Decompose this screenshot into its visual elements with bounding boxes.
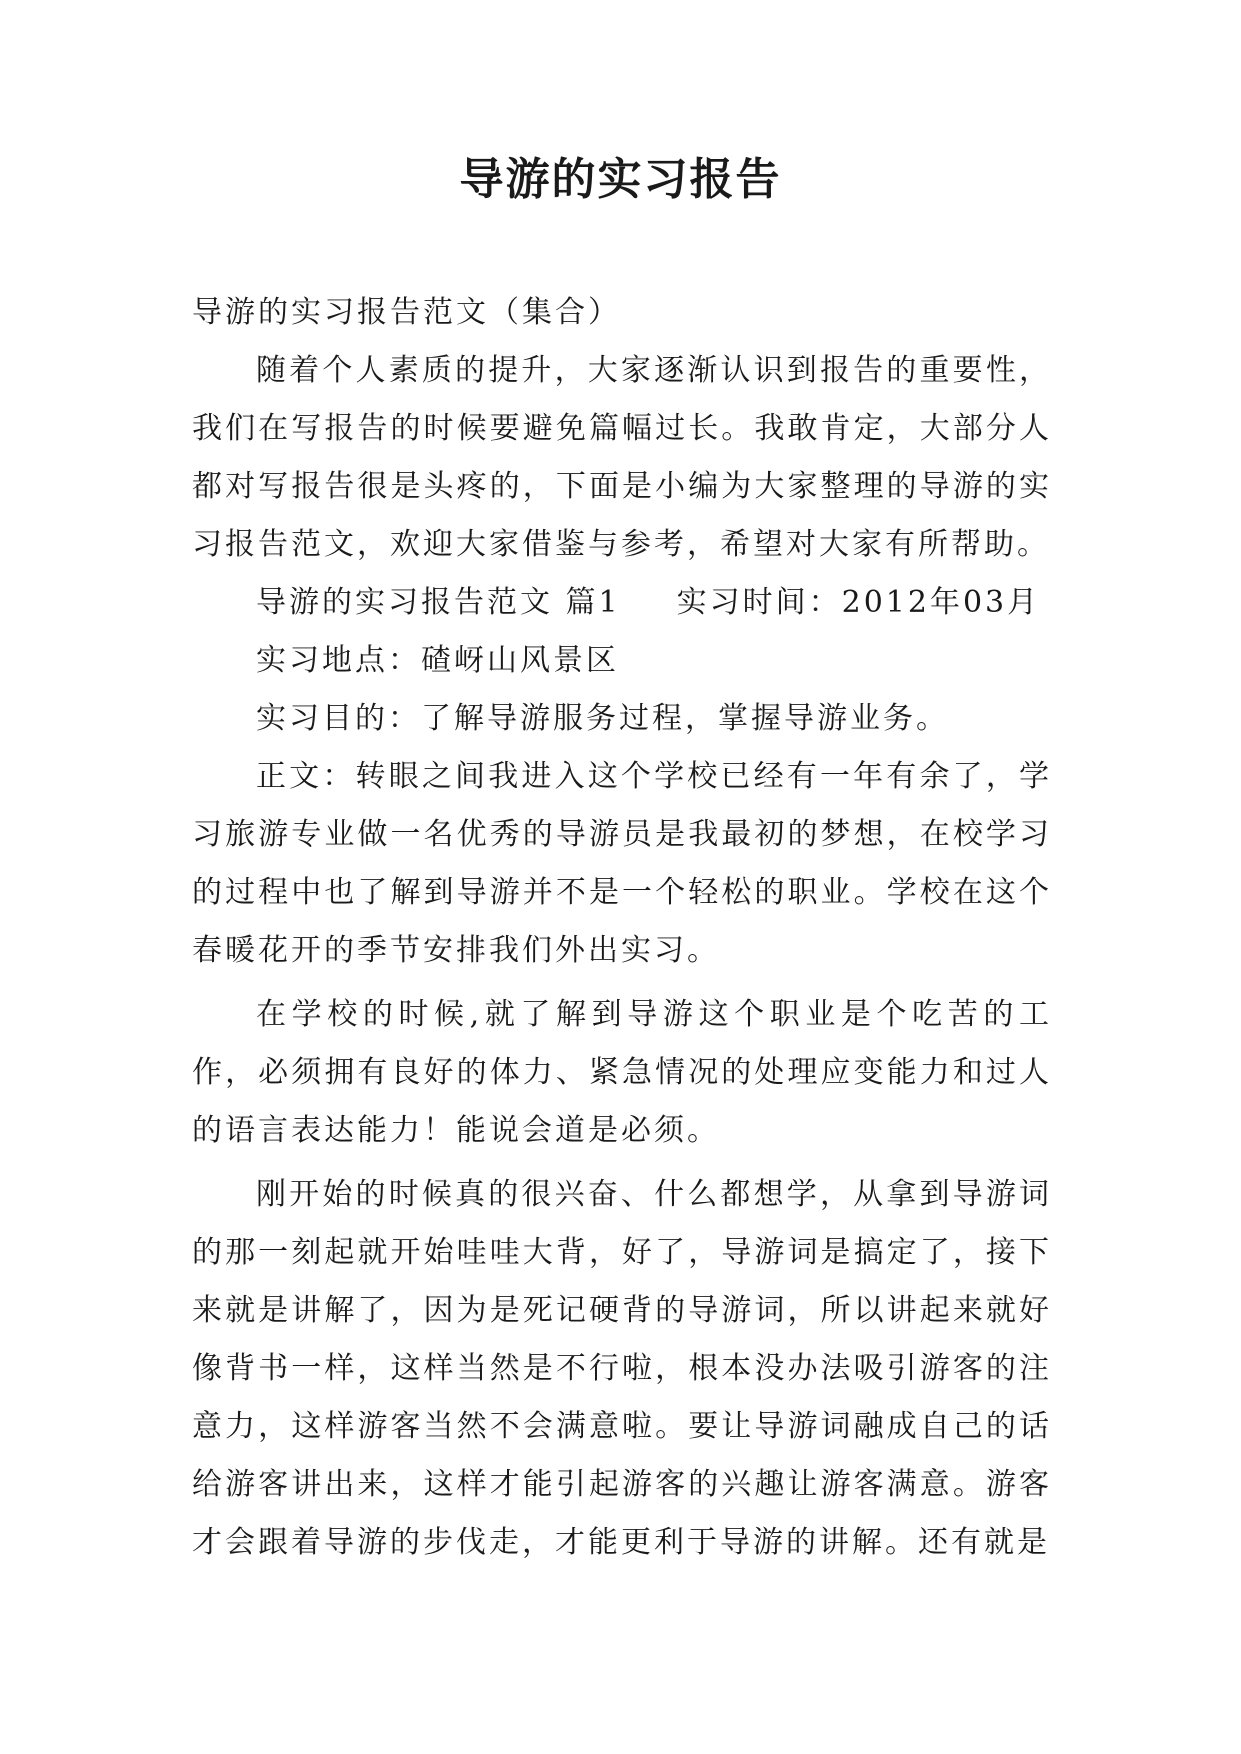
section-heading: 导游的实习报告范文 篇1 [256, 585, 621, 620]
internship-time: 实习时间：2012年03月 [676, 585, 1041, 620]
main-paragraph: 正文：转眼之间我进入这个学校已经有一年有余了，学习旅游专业做一名优秀的导游员是我最初的梦想，在校学习的过程中也了解到导游并不是一个轻松的职业。学校在这个春暖花开的季节安排我们外出实习。 [192, 759, 1052, 968]
intro-paragraph: 随着个人素质的提升，大家逐渐认识到报告的重要性，我们在写报告的时候要避免篇幅过长。我敢肯定，大部分人都对写报告很是头疼的，下面是小编为大家整理的导游的实习报告范文，欢迎大家借鉴与参考，希望对大家有所帮助。 [192, 353, 1052, 562]
document-title: 导游的实习报告 [459, 154, 782, 205]
internship-place: 实习地点：碴岈山风景区 [256, 643, 619, 678]
document-body [192, 284, 1052, 1572]
start-paragraph: 刚开始的时候真的很兴奋、什么都想学，从拿到导游词的那一刻起就开始哇哇大背，好了，导游词是搞定了，接下来就是讲解了，因为是死记硬背的导游词，所以讲起来就好像背书一样，这样当然是不行啦，根本没办法吸引游客的注意力，这样游客当然不会满意啦。要让导游词融成自己的话给游客讲出来，这样才能引起游客的兴趣让游客满意。游客才会跟着导游的步伐走，才能更利于导游的讲解。还有就是 [192, 1177, 1052, 1560]
section-heading-line [192, 574, 1052, 632]
school-paragraph: 在学校的时候,就了解到导游这个职业是个吃苦的工作，必须拥有良好的体力、紧急情况的处理应变能力和过人的语言表达能力！能说会道是必须。 [192, 997, 1052, 1148]
document-subtitle: 导游的实习报告范文（集合） [192, 295, 621, 330]
internship-goal: 实习目的：了解导游服务过程，掌握导游业务。 [256, 701, 949, 736]
